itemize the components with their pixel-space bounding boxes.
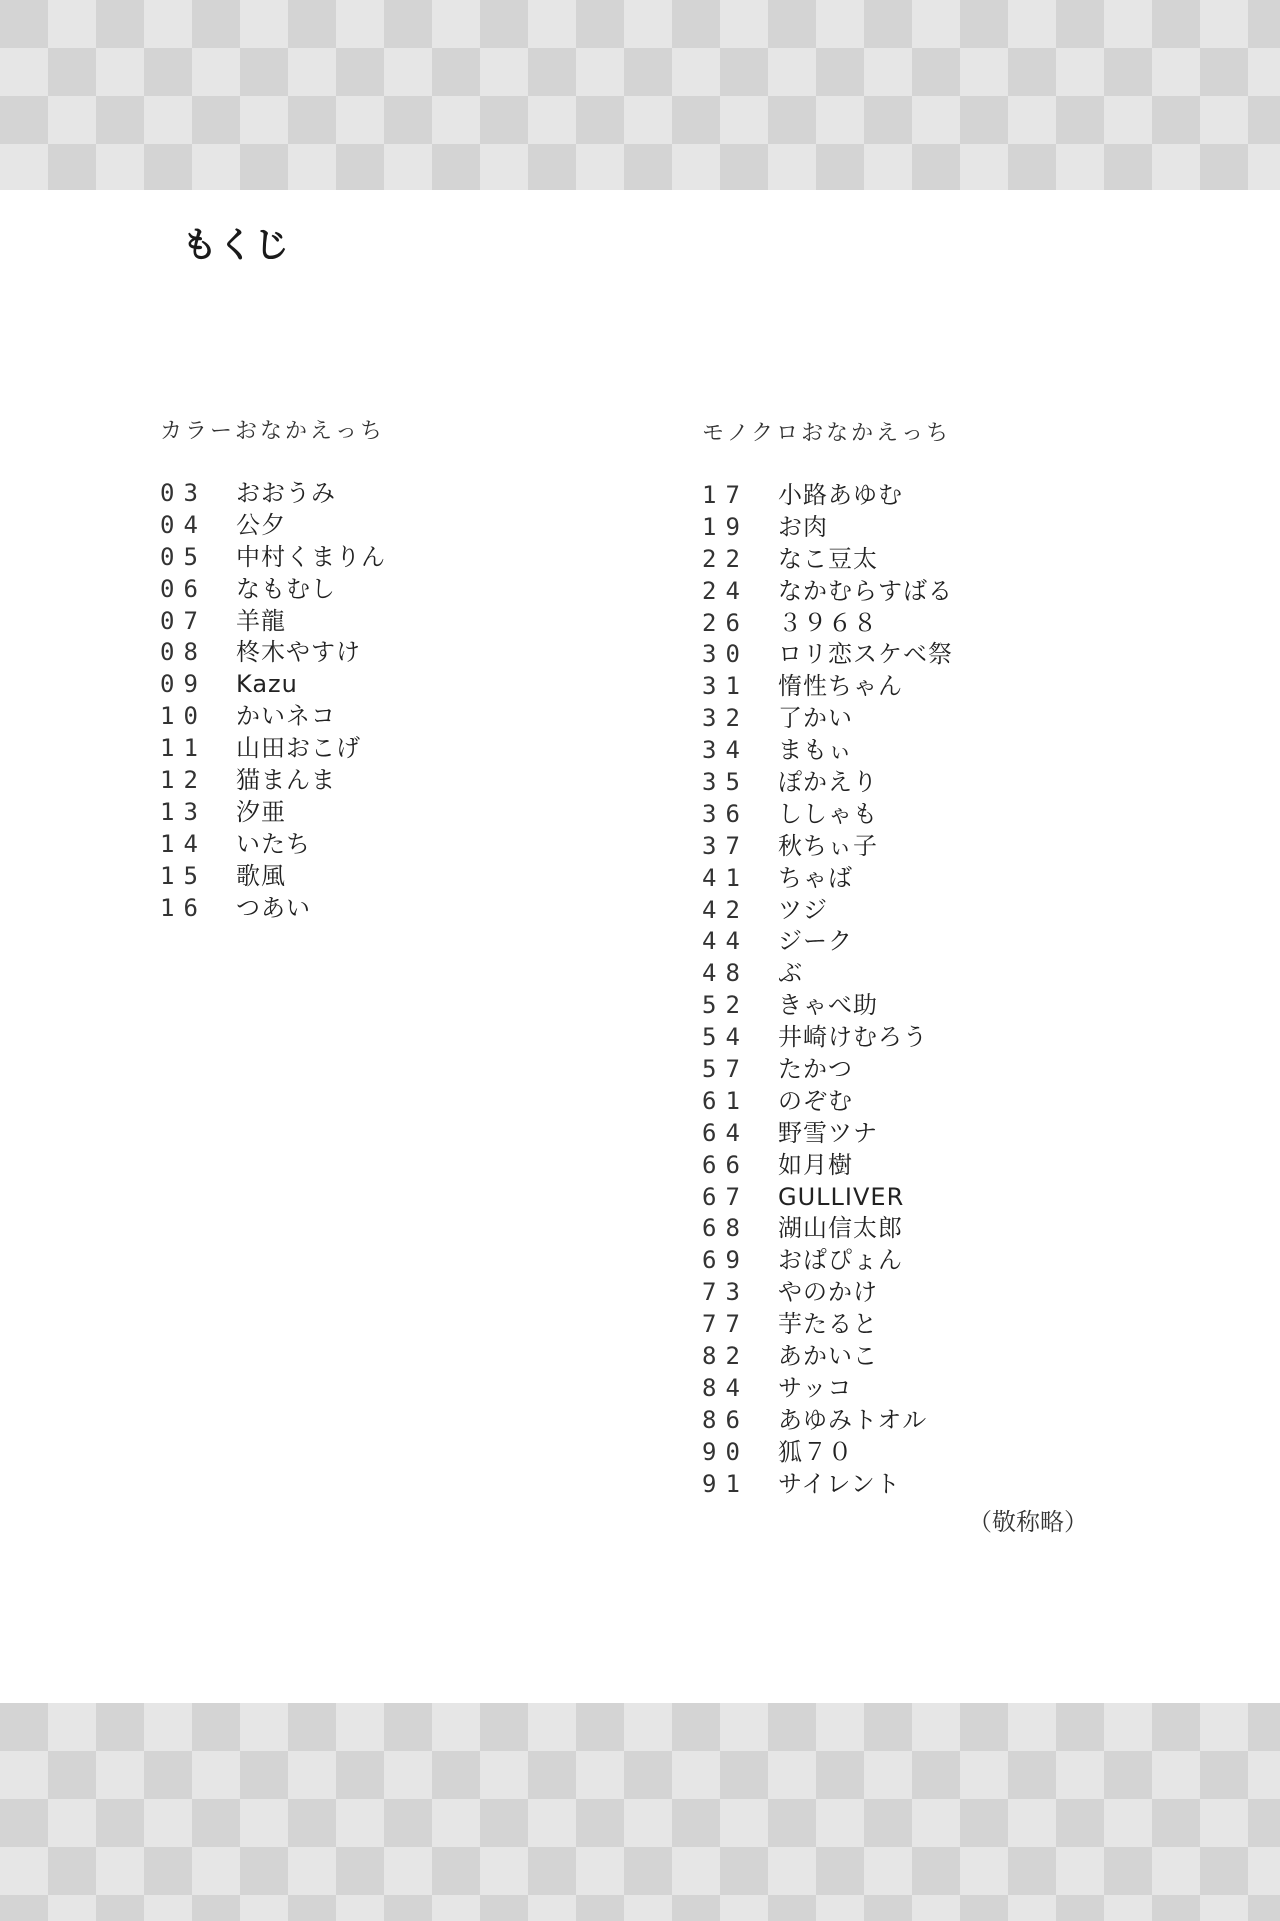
toc-entry: [702, 895, 953, 927]
toc-entry: [702, 512, 953, 544]
toc-entry: [702, 480, 953, 512]
author-name: おぱぴょん: [778, 1246, 903, 1275]
author-name: 猫まんま: [236, 766, 336, 795]
page-number: 14: [160, 829, 207, 858]
author-name: ぽかえり: [778, 768, 878, 797]
author-name: ツジ: [778, 895, 828, 924]
honorifics-omitted-note: （敬称略）: [968, 1508, 1088, 1536]
page-number: 36: [702, 799, 749, 828]
toc-entry: [160, 478, 386, 510]
page-number: 91: [702, 1469, 749, 1498]
author-name: 湖山信太郎: [778, 1214, 903, 1243]
top-pattern-band: [0, 0, 1280, 190]
author-name: おおうみ: [236, 479, 336, 507]
author-name: なもむし: [236, 574, 336, 603]
author-name: まもぃ: [778, 736, 853, 765]
page-number: 05: [160, 542, 207, 571]
toc-entry: [702, 1182, 953, 1214]
page-number: 32: [702, 704, 749, 733]
toc-entry: [702, 767, 953, 799]
author-name: かいネコ: [236, 702, 336, 731]
page-number: 26: [702, 608, 749, 637]
author-name: 井崎けむろう: [778, 1023, 928, 1052]
toc-entry: [702, 1022, 953, 1054]
page-number: 67: [702, 1182, 749, 1211]
page-number: 08: [160, 638, 207, 667]
toc-entry: [160, 861, 386, 893]
toc-entry: [702, 1054, 953, 1086]
toc-entry: [702, 958, 953, 990]
toc-entry: [702, 863, 953, 895]
toc-entry: [160, 893, 386, 925]
toc-entry: [702, 1341, 953, 1373]
author-name: 柊木やすけ: [236, 638, 361, 667]
author-name: ロリ恋スケベ祭: [778, 640, 953, 669]
toc-entry: [702, 671, 953, 703]
author-name: ３９６８: [778, 608, 878, 637]
page-number: 37: [702, 831, 749, 860]
page-number: 07: [160, 606, 207, 635]
toc-entry: [160, 510, 386, 542]
author-name: 芋たると: [778, 1310, 878, 1339]
toc-entry: [702, 1086, 953, 1118]
toc-entry: [702, 1469, 953, 1501]
toc-entry: [702, 639, 953, 671]
author-name: 歌風: [236, 861, 286, 890]
page-number: 24: [702, 576, 749, 605]
page-number: 35: [702, 768, 749, 797]
page-number: 19: [702, 512, 749, 541]
page-number: 04: [160, 510, 207, 539]
author-name: ししゃも: [778, 799, 878, 828]
page-number: 10: [160, 702, 207, 731]
page-number: 41: [702, 863, 749, 892]
author-name: お肉: [778, 512, 828, 541]
page-number: 44: [702, 927, 749, 956]
toc-entry: [702, 1118, 953, 1150]
author-name: 了かい: [778, 704, 853, 733]
toc-entry: [160, 606, 386, 638]
author-name: 山田おこげ: [236, 734, 361, 763]
author-name: あかいこ: [778, 1342, 878, 1371]
page-number: 17: [702, 481, 749, 509]
toc-entry: [160, 574, 386, 606]
page-number: 57: [702, 1055, 749, 1084]
toc-entry: [702, 1405, 953, 1437]
toc-entry: [702, 926, 953, 958]
author-name: 惰性ちゃん: [778, 672, 903, 701]
page-number: 77: [702, 1310, 749, 1339]
author-name: サッコ: [778, 1373, 853, 1402]
toc-entry: [702, 703, 953, 735]
author-name: 中村くまりん: [236, 542, 386, 571]
page-number: 61: [702, 1086, 749, 1115]
page-number: 11: [160, 734, 207, 763]
author-name: なかむらすばる: [778, 576, 953, 605]
page-number: 52: [702, 991, 749, 1020]
toc-entry: [702, 576, 953, 608]
color-section: [160, 416, 386, 924]
toc-entry: [160, 637, 386, 669]
page-number: 12: [160, 766, 207, 795]
toc-entry: [702, 1277, 953, 1309]
page-title: もくじ: [182, 226, 291, 266]
page-number: 13: [160, 797, 207, 826]
page-number: 82: [702, 1342, 749, 1371]
toc-entry: [702, 1150, 953, 1182]
author-name: 狐７０: [778, 1437, 853, 1466]
page-number: 15: [160, 861, 207, 890]
toc-entry: [160, 829, 386, 861]
page-number: 68: [702, 1214, 749, 1243]
mono-entries-list: [702, 480, 953, 1501]
page-number: 22: [702, 544, 749, 573]
author-name: いたち: [236, 829, 311, 858]
page-number: 66: [702, 1150, 749, 1179]
page-number: 73: [702, 1278, 749, 1307]
author-name: サイレント: [778, 1469, 901, 1498]
author-name: 秋ちぃ子: [778, 831, 878, 860]
toc-entry: [160, 701, 386, 733]
author-name: ちゃば: [778, 863, 853, 892]
author-name: Kazu: [236, 670, 298, 699]
toc-entry: [702, 1309, 953, 1341]
color-section-heading: カラーおなかえっち: [160, 419, 386, 444]
toc-entry: [702, 831, 953, 863]
toc-entry: [702, 1245, 953, 1277]
author-name: 汐亜: [236, 797, 286, 826]
page-number: 69: [702, 1246, 749, 1275]
toc-entry: [702, 544, 953, 576]
author-name: やのかけ: [778, 1278, 878, 1307]
author-name: 羊龍: [236, 606, 286, 635]
page-number: 09: [160, 670, 207, 699]
author-name: あゆみトオル: [778, 1405, 928, 1434]
mono-section: [702, 418, 953, 1501]
page-number: 30: [702, 640, 749, 669]
page-number: 03: [160, 479, 207, 507]
toc-entry: [160, 765, 386, 797]
page-number: 86: [702, 1405, 749, 1434]
author-name: なこ豆太: [778, 544, 878, 573]
bottom-pattern-band: [0, 1703, 1280, 1921]
author-name: GULLIVER: [778, 1182, 905, 1211]
page-number: 64: [702, 1118, 749, 1147]
mono-section-heading: モノクロおなかえっち: [702, 421, 952, 446]
toc-entry: [702, 1373, 953, 1405]
toc-entry: [160, 733, 386, 765]
page-number: 34: [702, 736, 749, 765]
color-entries-list: [160, 478, 386, 924]
page-number: 06: [160, 574, 207, 603]
page-number: 31: [702, 672, 749, 701]
author-name: つあい: [236, 893, 311, 922]
toc-entry: [702, 735, 953, 767]
author-name: ジーク: [778, 927, 853, 956]
author-name: 公夕: [236, 510, 286, 539]
toc-entry: [702, 799, 953, 831]
author-name: 如月樹: [778, 1150, 853, 1179]
page-number: 42: [702, 895, 749, 924]
toc-entry: [702, 1213, 953, 1245]
author-name: ぶ: [778, 959, 803, 988]
author-name: たかつ: [778, 1055, 853, 1084]
toc-entry: [702, 990, 953, 1022]
page-number: 54: [702, 1023, 749, 1052]
author-name: きゃべ助: [778, 991, 878, 1020]
page-number: 16: [160, 893, 207, 922]
page-number: 84: [702, 1373, 749, 1402]
author-name: のぞむ: [778, 1086, 853, 1115]
author-name: 小路あゆむ: [778, 481, 903, 509]
page-number: 90: [702, 1437, 749, 1466]
toc-entry: [702, 1437, 953, 1469]
author-name: 野雪ツナ: [778, 1118, 878, 1147]
toc-entry: [160, 669, 386, 701]
toc-entry: [702, 608, 953, 640]
toc-entry: [160, 542, 386, 574]
toc-entry: [160, 797, 386, 829]
page-number: 48: [702, 959, 749, 988]
